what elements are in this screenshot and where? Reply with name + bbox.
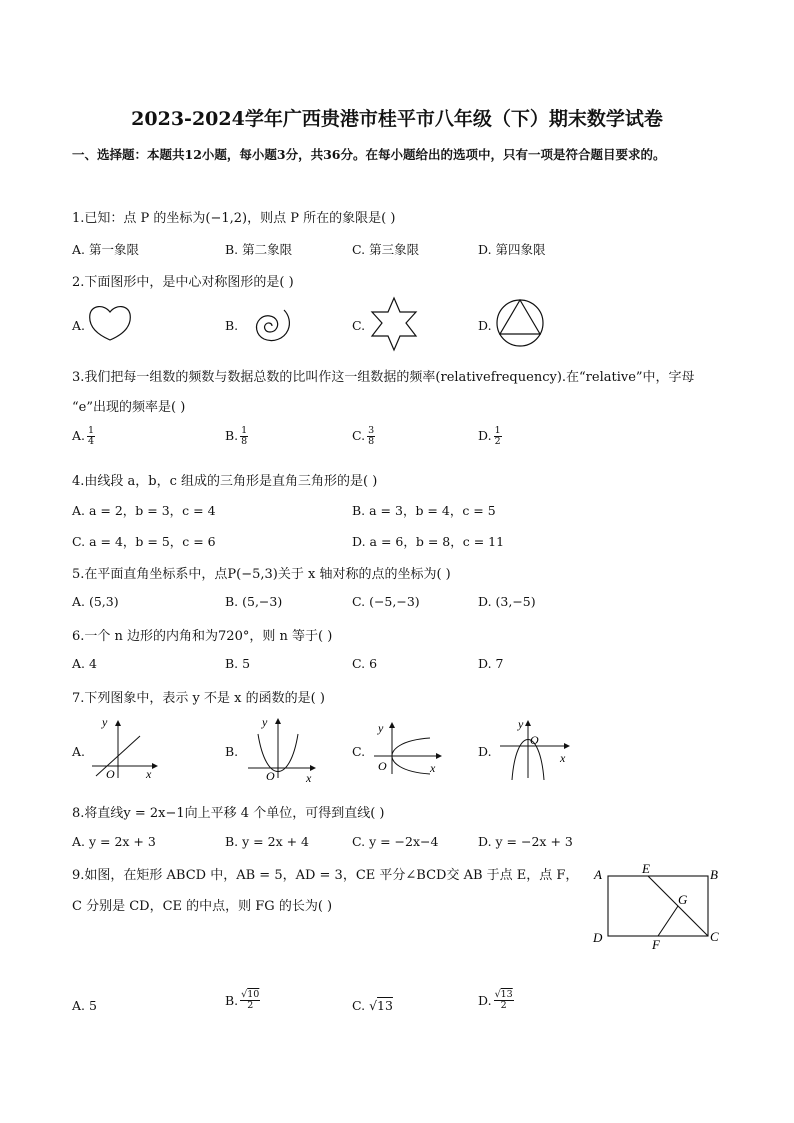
- q7-option-c: C.: [352, 744, 366, 759]
- heart-shape-icon: [86, 300, 136, 348]
- q9-option-b: B. $\frac{√10}{2}$: [225, 989, 260, 1011]
- spiral-shape-icon: [244, 302, 298, 348]
- svg-text:y: y: [262, 715, 268, 729]
- svg-text:x: x: [430, 761, 436, 775]
- question-4-stem: 4.由线段 a，b，c 组成的三角形是直角三角形的是( ): [72, 474, 378, 489]
- q9-option-c: C. √13: [352, 998, 393, 1013]
- svg-text:y: y: [102, 715, 108, 729]
- question-3-stem-line2: “e”出现的频率是( ): [72, 400, 186, 415]
- svg-text:B: B: [710, 867, 718, 882]
- question-9-stem-line1: 9.如图，在矩形 ABCD 中，AB = 5，AD = 3，CE 平分∠BCD交 AB 于点 E，点 F，: [72, 868, 579, 883]
- q7-option-a: A.: [72, 744, 86, 759]
- q1-option-b: B. 第二象限: [225, 242, 293, 257]
- svg-text:G: G: [678, 892, 688, 907]
- q6-option-a: A. 4: [72, 656, 97, 671]
- question-1-stem: 1.已知：点 P 的坐标为(−1,2)，则点 P 所在的象限是( ): [72, 211, 396, 226]
- six-point-star-icon: [368, 296, 420, 354]
- svg-text:y: y: [518, 717, 524, 731]
- q3-option-c: C. $\frac{3}{8}$: [352, 425, 375, 447]
- svg-text:D: D: [593, 930, 603, 945]
- svg-text:x: x: [560, 751, 566, 765]
- question-5-stem: 5.在平面直角坐标系中，点P(−5,3)关于 x 轴对称的点的坐标为( ): [72, 567, 451, 582]
- svg-text:O: O: [378, 759, 387, 773]
- svg-text:A: A: [594, 867, 602, 882]
- q2-option-d: D.: [478, 318, 492, 333]
- q3-option-b: B. $\frac{1}{8}$: [225, 425, 248, 447]
- q6-option-c: C. 6: [352, 656, 378, 671]
- q2-option-a: A.: [72, 318, 86, 333]
- svg-text:O: O: [266, 769, 275, 783]
- q4-option-c: C. a = 4，b = 5，c = 6: [72, 534, 216, 549]
- q3-option-d: D. $\frac{1}{2}$: [478, 425, 501, 447]
- rectangle-figure: [592, 860, 724, 952]
- question-8-stem: 8.将直线y = 2x−1向上平移 4 个单位，可得到直线( ): [72, 806, 385, 821]
- q2-option-c: C.: [352, 318, 366, 333]
- q9-option-d: D. $\frac{√13}{2}$: [478, 989, 513, 1011]
- q4-option-d: D. a = 6，b = 8，c = 11: [352, 534, 505, 549]
- question-6-stem: 6.一个 n 边形的内角和为720°，则 n 等于( ): [72, 629, 333, 644]
- svg-text:x: x: [306, 771, 312, 785]
- q3-option-a: A. $\frac{1}{4}$: [72, 425, 95, 447]
- q1-option-d: D. 第四象限: [478, 242, 546, 257]
- graph-a-line: [88, 716, 160, 782]
- q5-option-c: C. (−5,−3): [352, 594, 420, 609]
- graph-d-downward-parabola: [498, 716, 574, 782]
- svg-text:E: E: [642, 861, 650, 876]
- svg-text:x: x: [146, 767, 152, 781]
- q7-option-d: D.: [478, 744, 492, 759]
- question-2-stem: 2.下面图形中，是中心对称图形的是( ): [72, 275, 294, 290]
- q8-option-b: B. y = 2x + 4: [225, 834, 309, 849]
- q4-option-a: A. a = 2，b = 3，c = 4: [72, 503, 216, 518]
- q8-option-a: A. y = 2x + 3: [72, 834, 156, 849]
- q9-option-a: A. 5: [72, 998, 97, 1013]
- q5-option-a: A. (5,3): [72, 594, 119, 609]
- q5-option-d: D. (3,−5): [478, 594, 536, 609]
- section-heading: 一、选择题：本题共12小题，每小题3分，共36分。在每小题给出的选项中，只有一项是符合题目要求的。: [72, 147, 666, 162]
- svg-text:F: F: [652, 937, 660, 952]
- q7-option-b: B.: [225, 744, 239, 759]
- svg-text:y: y: [378, 721, 384, 735]
- svg-text:C: C: [710, 929, 719, 944]
- q6-option-b: B. 5: [225, 656, 251, 671]
- page-title: 2023-2024学年广西贵港市桂平市八年级（下）期末数学试卷: [131, 108, 663, 130]
- q2-option-b: B.: [225, 318, 239, 333]
- q8-option-c: C. y = −2x−4: [352, 834, 439, 849]
- circle-triangle-icon: [494, 296, 546, 350]
- q6-option-d: D. 7: [478, 656, 504, 671]
- question-7-stem: 7.下列图象中，表示 y 不是 x 的函数的是( ): [72, 691, 325, 706]
- question-9-stem-line2: C 分别是 CD，CE 的中点，则 FG 的长为( ): [72, 899, 333, 914]
- graph-c-sideways-parabola: [370, 718, 446, 780]
- svg-text:O: O: [530, 733, 539, 747]
- q1-option-c: C. 第三象限: [352, 242, 420, 257]
- q5-option-b: B. (5,−3): [225, 594, 283, 609]
- question-3-stem-line1: 3.我们把每一组数的频数与数据总数的比叫作这一组数据的频率(relativefrequency).在“relative”中，字母: [72, 370, 695, 385]
- q1-option-a: A. 第一象限: [72, 242, 139, 257]
- svg-text:O: O: [106, 767, 115, 781]
- graph-b-parabola: [244, 714, 320, 784]
- q4-option-b: B. a = 3，b = 4，c = 5: [352, 503, 496, 518]
- q8-option-d: D. y = −2x + 3: [478, 834, 573, 849]
